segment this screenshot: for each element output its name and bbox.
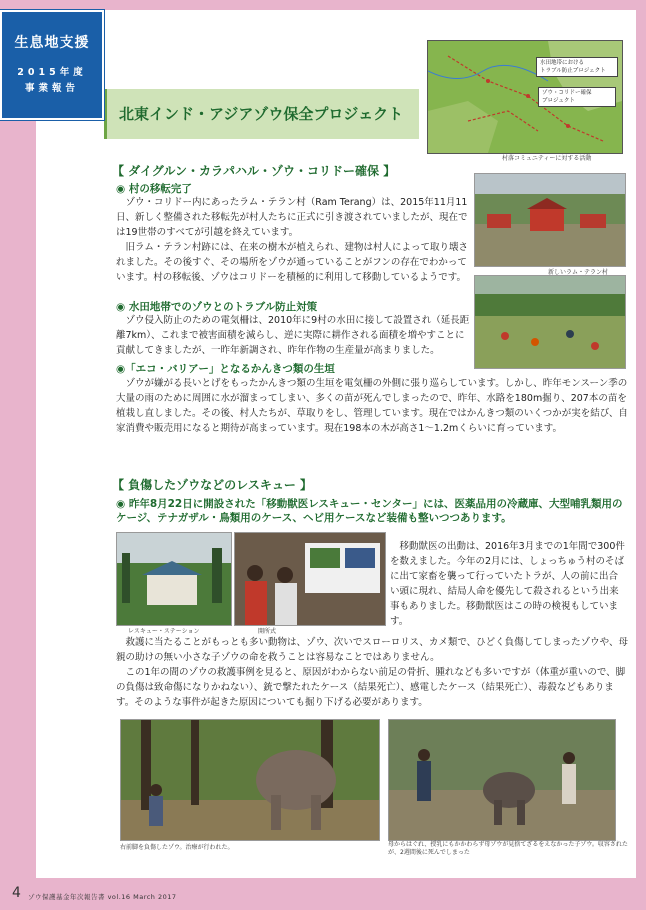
section1-p3: ゾウ侵入防止のための電気柵は、2010年に9村の水田に接して設置され（延長距離7km）、これまで被害面積を減らし、逆に実際に耕作される面積を増やすことに貢献してきましたが、一昨年新調され、昨年作物の生産量が高まりました。 [116,315,470,356]
section1-sub1: ◉ 村の移転完了 [116,183,192,195]
section2-p1: 移動獣医の出動は、2016年3月までの1年間で300件を数えました。今年の2月には、しょっちゅう村のそばに出て家畜を襲って行っていたトラが、人の前に出合い頭に現れ、結局人命を優先して殺されるという出来事もありました。移動獣医はこの時の検視もしています。 [390,541,625,627]
page [36,10,636,878]
section2-heading: 【 負傷したゾウなどのレスキュー 】 [112,478,312,492]
page-number: 4 [12,885,21,901]
photo-opening-ceremony [234,532,386,626]
caption-opening-ceremony: 開所式 [258,628,277,635]
photo-new-village-caption: 新しいラム・テラン村 [548,269,608,276]
title-bar [104,89,419,139]
project-map [427,40,623,154]
photo-rescue-station [116,532,232,626]
section1-heading: 【 ダイグルン・カラパハル・ゾウ・コリドー確保 】 [112,164,396,178]
page-title: 北東インド・アジアゾウ保全プロジェクト [119,105,404,123]
caption-baby-elephant: 母からはぐれ、授乳にもかかわらず母ゾウが見捨てざるをえなかった子ゾウ。収容されたが、2週間後に死んでしまった [388,841,628,856]
section2-p2: 救護に当たることがもっとも多い動物は、ゾウ、次いでスローロリス、カメ類で、ひどく負傷してしまったゾウや、母親の助けの無い小さな子ゾウの命を救うことは容易なことではありません。 [116,637,628,663]
photo-new-village [474,173,626,267]
badge-line2: 2015年度 [17,67,87,78]
footer-text: ゾウ保護基金年次報告書 vol.16 March 2017 [28,893,177,901]
section2-p3: この1年の間のゾウの救護事例を見ると、原因がわからない前足の骨折、腫れなども多いですが（体重が重いので、脚の負傷は致命傷になりかねない）、銃で撃たれたケース（結果死亡）、感電したケース（結果死亡）、毒殺などもあります。そのような事件が起きた原因についても掘り下げる必要があります。 [116,667,626,708]
section1-sub2: ◉ 水田地帯でのゾウとのトラブル防止対策 [116,301,318,313]
report-badge [0,10,104,120]
section2-sub1: ◉ 昨年8月22日に開設された「移動獣医レスキュー・センター」には、医薬品用の冷蔵庫、大型哺乳類用のケージ、テナガザル・鳥類用のケース、ヘビ用ケースなど装備も整いつつあります。 [116,498,623,524]
photo-baby-elephant [388,719,616,841]
section1-sub3: ◉「エコ・バリアー」となるかんきつ類の生垣 [116,363,335,375]
map-label-paddy: 水田地帯における トラブル防止プロジェクト [536,57,618,77]
section1-p1: ゾウ・コリドー内にあったラム・テラン村（Ram Terang）は、2015年11月11日、新しく整備された移転先が村人たちに正式に引き渡されていましたが、現在では19世帯のすべてが引越を終えています。 [116,197,468,238]
section1-p4: ゾウが嫌がる長いとげをもったかんきつ類の生垣を電気柵の外側に張り巡らしています。しかし、昨年モンスーン季の大量の雨のために周囲に水が溜まってしまい、多くの苗が死んでしまったので、昨年、水路を180m掘り、207本の苗を植栽し直しました。その後、村人たちが、草取りをし、管理しています。現在ではかんきつ類のいくつかが実を結び、自家消費や販売用になると期待が高まっています。現在198本の木が高さ1～1.2mくらいに育っています。 [116,378,628,434]
caption-rescue-station: レスキュー・ステーション [128,628,200,635]
photo-injured-elephant [120,719,380,841]
map-label-corridor: ゾウ・コリドー確保 プロジェクト [538,87,616,107]
photo-paddy-field [474,275,626,369]
caption-injured-elephant: 右前脚を負傷したゾウ。治療が行われた。 [120,844,234,851]
map-caption: 村落コミュニティーに対する活動 [502,155,592,162]
badge-line3: 事業報告 [24,83,79,94]
badge-line1: 生息地支援 [14,35,90,51]
section1-p2: 旧ラム・テラン村跡には、在来の樹木が植えられ、建物は村人によって取り壊されました。その後すぐ、その場所をゾウが通っていることがフンの存在でわかっています。村の移転後、ゾウはコリドーを積極的に利用して移動しているようです。 [116,242,468,283]
